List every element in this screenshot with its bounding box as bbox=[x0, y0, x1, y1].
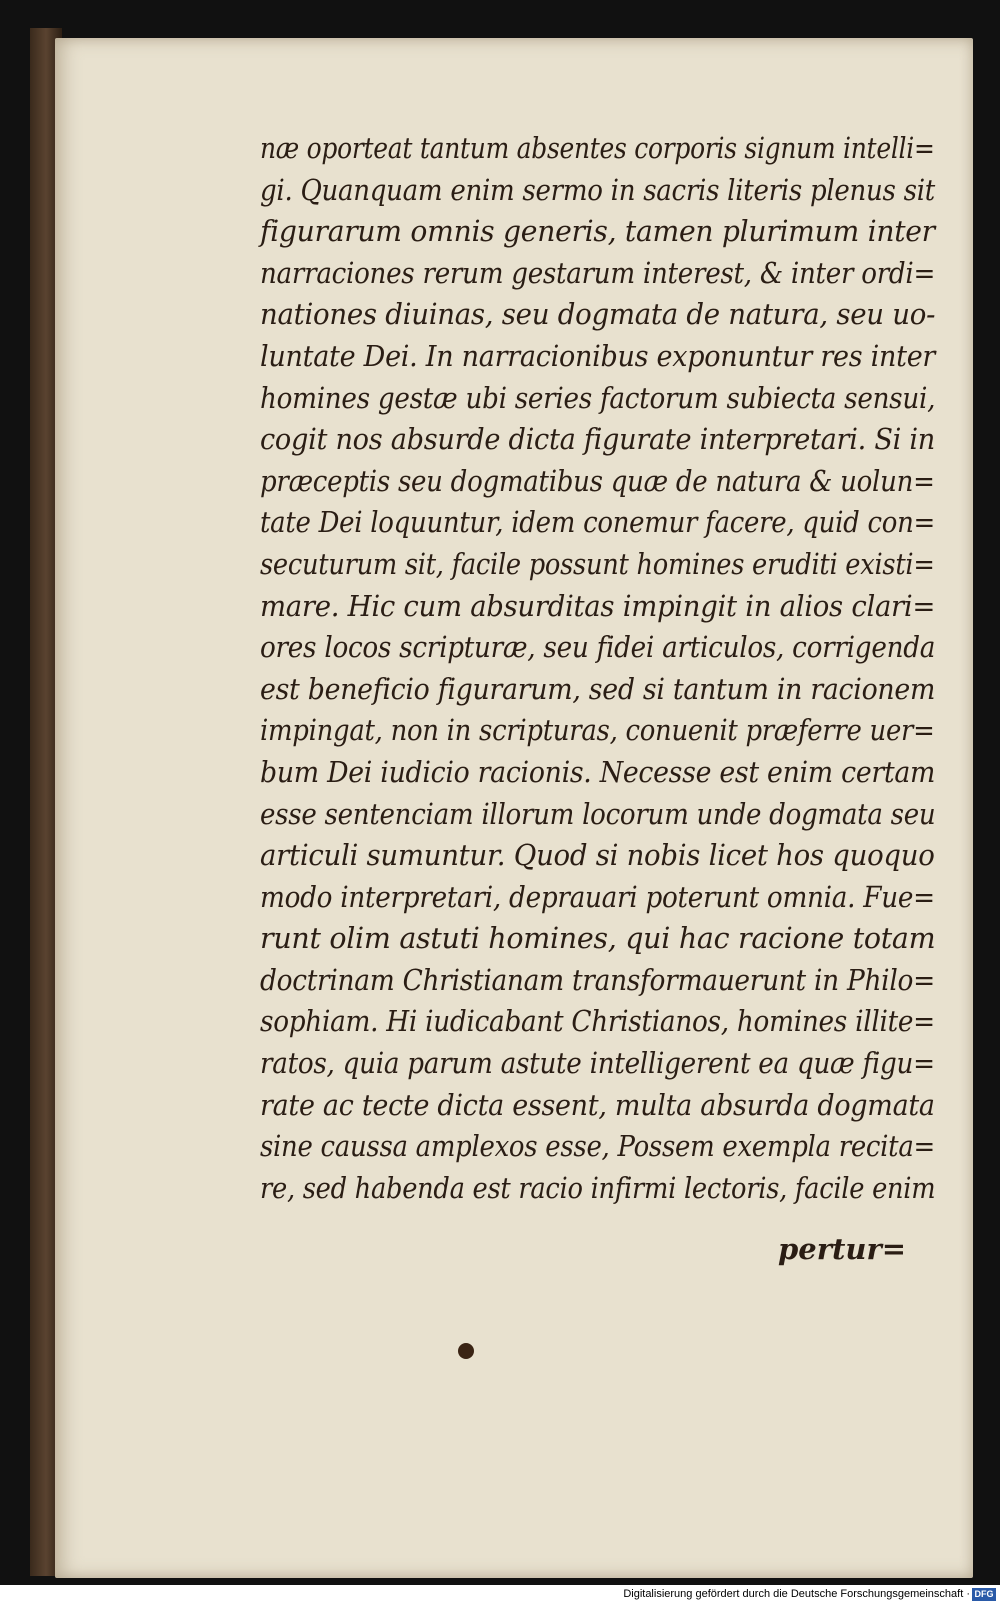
funding-credit: Digitalisierung gefördert durch die Deutsche Forschungsgemeinschaft · bbox=[623, 1588, 970, 1600]
dfg-logo-icon: DFG bbox=[972, 1588, 996, 1601]
text-line: ratos, quia parum astute intelligerent ea quæ figu= bbox=[260, 1046, 935, 1081]
text-line: sophiam. Hi iudicabant Christianos, homines illite= bbox=[260, 1004, 935, 1039]
text-line: figurarum omnis generis, tamen plurimum inter bbox=[260, 214, 935, 249]
text-line: sine caussa amplexos esse, Possem exempla recita= bbox=[260, 1129, 935, 1164]
text-line: nationes diuinas, seu dogmata de natura, seu uo- bbox=[260, 297, 936, 332]
catchword: pertur= bbox=[778, 1232, 907, 1266]
text-line: secuturum sit, facile possunt homines eruditi existi= bbox=[260, 546, 935, 581]
text-line: tate Dei loquuntur, idem conemur facere, quid con= bbox=[260, 505, 936, 540]
text-line: cogit nos absurde dicta figurate interpretari. Si in bbox=[260, 422, 935, 457]
text-line: narraciones rerum gestarum interest, & inter ordi= bbox=[260, 255, 936, 290]
text-line: præceptis seu dogmatibus quæ de natura & uolun= bbox=[260, 463, 935, 498]
text-line: ores locos scripturæ, seu fidei articulos, corrigenda bbox=[260, 630, 936, 665]
text-line: est beneficio figurarum, sed si tantum in racionem bbox=[260, 671, 936, 706]
text-line: homines gestæ ubi series factorum subiecta sensui, bbox=[260, 380, 936, 415]
text-line: re, sed habenda est racio infirmi lectoris, facile enim bbox=[260, 1170, 936, 1205]
text-line: runt olim astuti homines, qui hac racione totam bbox=[260, 921, 936, 956]
text-line: impingat, non in scripturas, conuenit præferre uer= bbox=[260, 713, 935, 748]
text-line: esse sentenciam illorum locorum unde dogmata seu bbox=[260, 796, 936, 831]
text-line: rate ac tecte dicta essent, multa absurda dogmata bbox=[260, 1087, 935, 1122]
digitization-footer bbox=[0, 1585, 1000, 1605]
text-line: bum Dei iudicio racionis. Necesse est enim certam bbox=[260, 754, 936, 789]
text-line: luntate Dei. In narracionibus exponuntur res inter bbox=[260, 338, 936, 373]
page-text-block bbox=[260, 128, 940, 1209]
ink-dot-mark bbox=[458, 1343, 474, 1359]
text-line: modo interpretari, deprauari poterunt omnia. Fue= bbox=[260, 879, 935, 914]
text-line: mare. Hic cum absurditas impingit in alios clari= bbox=[260, 588, 936, 623]
text-line: næ oporteat tantum absentes corporis signum intelli= bbox=[260, 131, 935, 165]
text-line: gi. Quanquam enim sermo in sacris literis plenus sit bbox=[260, 172, 935, 207]
text-line: doctrinam Christianam transformauerunt in Philo= bbox=[260, 962, 935, 997]
text-line: articuli sumuntur. Quod si nobis licet hos quoquo bbox=[260, 838, 935, 873]
